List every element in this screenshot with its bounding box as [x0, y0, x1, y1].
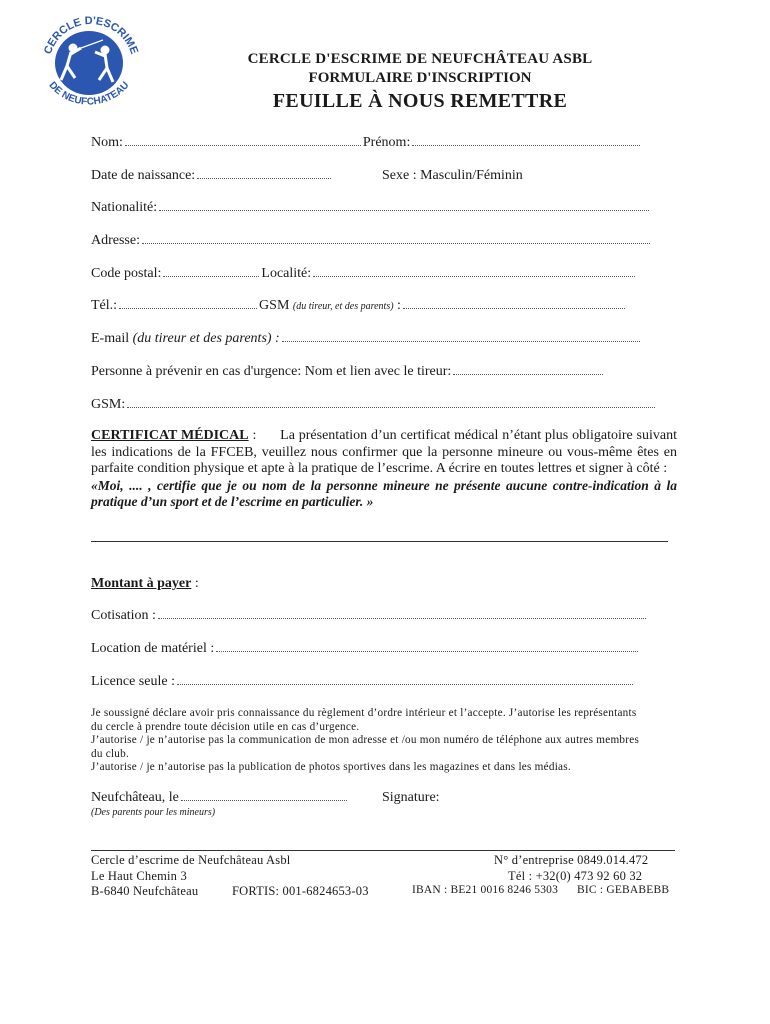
- phone-input[interactable]: [119, 298, 257, 309]
- medical-certificate: [91, 428, 677, 511]
- footer-city: B-6840 Neufchâteau: [91, 884, 199, 898]
- page-title: FEUILLE À NOUS REMETTRE: [272, 90, 568, 112]
- prenom-label: Prénom:: [362, 135, 411, 150]
- field-row-cotisation: [91, 608, 648, 624]
- location-input[interactable]: [216, 641, 638, 652]
- certificate-body: La présentation d’un certificat médical n’étant plus obligatoire suivant les indications de la FFCEB, veuillez nous confirmer que la personne mineure ou vous-même êtes en parfaite condition physique et apte à la pratique de l’escrime. A écrire en toutes lettres et signer à côté :: [91, 428, 677, 476]
- postal-code-input[interactable]: [163, 266, 259, 277]
- payment-title: Montant à payer: [91, 576, 192, 591]
- field-row-gsm2: [91, 397, 657, 413]
- signature-label[interactable]: Signature:: [382, 790, 440, 805]
- footer-street: Le Haut Chemin 3: [91, 869, 187, 883]
- field-row-address: [91, 233, 652, 249]
- field-row-phone: Tél.: GSM (du tireur, et des parents) :: [91, 298, 627, 314]
- birthdate-label: Date de naissance:: [91, 168, 196, 183]
- emergency-input[interactable]: [453, 364, 603, 375]
- field-row-nationality: [91, 200, 651, 216]
- phone-label: Tél.:: [91, 298, 118, 313]
- footer-divider: [91, 850, 675, 851]
- email-note: (du tireur et des parents) :: [132, 331, 280, 346]
- form-title: FORMULAIRE D'INSCRIPTION: [308, 70, 532, 86]
- logo-text-top: CERCLE D'ESCRIME: [41, 14, 141, 56]
- declaration: [91, 707, 651, 775]
- place-label: Neufchâteau, le: [91, 790, 179, 805]
- date-input[interactable]: [181, 790, 347, 801]
- email-input[interactable]: [282, 331, 640, 342]
- field-row-location: [91, 641, 640, 657]
- cotisation-input[interactable]: [158, 608, 646, 619]
- sex-field[interactable]: Sexe : Masculin/Féminin: [382, 168, 523, 183]
- field-row-emergency: [91, 364, 605, 380]
- postal-code-label: Code postal:: [91, 266, 162, 281]
- cotisation-label: Cotisation :: [91, 608, 156, 623]
- prenom-input[interactable]: [412, 135, 640, 146]
- footer-tel: Tél : +32(0) 473 92 60 32: [508, 869, 643, 883]
- footer-iban: IBAN : BE21 0016 8246 5303: [412, 884, 559, 896]
- org-title: CERCLE D'ESCRIME DE NEUFCHÂTEAU ASBL: [247, 51, 593, 67]
- locality-input[interactable]: [313, 266, 635, 277]
- signature-line[interactable]: [91, 541, 668, 542]
- field-row-postal: [91, 266, 637, 282]
- locality-label: Localité:: [261, 266, 312, 281]
- footer-fortis: FORTIS: 001-6824653-03: [232, 884, 369, 898]
- gsm2-input[interactable]: [127, 397, 655, 408]
- gsm-label: GSM: [259, 298, 290, 313]
- email-label: E-mail: [91, 331, 130, 346]
- certificate-title: CERTIFICAT MÉDICAL: [91, 428, 249, 443]
- field-row-licence: [91, 674, 635, 690]
- declaration-line: J’autorise / je n’autorise pas la communication de mon adresse et /ou mon numéro de téléphone aux autres membres du club.: [91, 734, 640, 760]
- declaration-line: J’autorise / je n’autorise pas la publication de photos sportives dans les magazines et dans les médias.: [91, 761, 571, 773]
- footer-enterprise: N° d’entreprise 0849.014.472: [494, 853, 649, 867]
- gsm2-label: GSM:: [91, 397, 126, 412]
- logo-text-bottom: DE NEUFCHATEAU: [46, 79, 132, 108]
- field-row-birth: [91, 168, 333, 184]
- field-row-name: [91, 135, 642, 151]
- emergency-label: Personne à prévenir en cas d'urgence: Nom et lien avec le tireur:: [91, 364, 452, 379]
- certificate-quote: «Moi, .... , certifie que je ou nom de la personne mineure ne présente aucune contre-indication à la pratique d’un sport et de l’escrime en particulier. »: [91, 477, 677, 509]
- gsm-note: (du tireur, et des parents): [292, 301, 394, 312]
- payment-colon: :: [191, 576, 199, 591]
- nationality-input[interactable]: [159, 200, 649, 211]
- field-row-email: [91, 331, 642, 347]
- birthdate-input[interactable]: [197, 168, 331, 179]
- licence-label: Licence seule :: [91, 674, 175, 689]
- nom-input[interactable]: [125, 135, 361, 146]
- location-label: Location de matériel :: [91, 641, 215, 656]
- payment-heading: [91, 576, 199, 592]
- declaration-line: Je soussigné déclare avoir pris connaissance du règlement d’ordre intérieur et l’accepte. J’autorise les représentants du cercle à prendre toute décision utile en cas d’urgence.: [91, 707, 637, 733]
- licence-input[interactable]: [177, 674, 633, 685]
- footer-bic: BIC : GEBABEBB: [577, 884, 670, 896]
- address-input[interactable]: [142, 233, 650, 244]
- certificate-sep: :: [248, 428, 257, 443]
- signature-note: (Des parents pour les mineurs): [91, 807, 216, 818]
- nom-label: Nom:: [91, 135, 123, 150]
- footer-org: Cercle d’escrime de Neufchâteau Asbl: [91, 853, 291, 867]
- field-row-place: [91, 790, 349, 806]
- gsm-input[interactable]: [403, 298, 625, 309]
- address-label: Adresse:: [91, 233, 140, 248]
- nationality-label: Nationalité:: [91, 200, 158, 215]
